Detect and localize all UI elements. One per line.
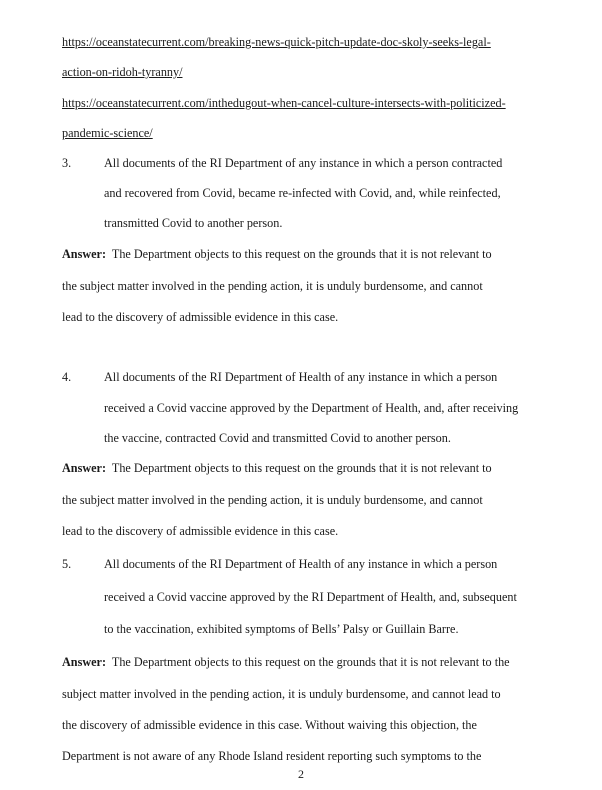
answer-label: Answer: — [62, 461, 107, 475]
item-5-answer-line — [62, 654, 582, 670]
item-4-answer-line: the subject matter involved in the pending action, it is unduly burdensome, and cannot — [62, 493, 483, 507]
item-5-request-line: to the vaccination, exhibited symptoms of Bells’ Palsy or Guillain Barre. — [104, 622, 459, 636]
item-5-answer-line: subject matter involved in the pending action, it is unduly burdensome, and cannot lead to — [62, 687, 501, 701]
answer-text: The Department objects to this request on the grounds that it is not relevant to the — [111, 655, 510, 669]
item-3-answer-line: lead to the discovery of admissible evidence in this case. — [62, 310, 339, 324]
source-link-2-part-1[interactable]: https://oceanstatecurrent.com/inthedugout-when-cancel-culture-intersects-with-politicized- — [62, 96, 506, 110]
item-4-request-line: the vaccine, contracted Covid and transmitted Covid to another person. — [104, 431, 451, 445]
item-3-request-line: transmitted Covid to another person. — [104, 216, 283, 230]
item-3-number: 3. — [62, 156, 72, 170]
item-3-answer-line — [62, 246, 582, 262]
answer-text: The Department objects to this request on the grounds that it is not relevant to — [111, 461, 492, 475]
source-link-1-part-2[interactable]: action-on-ridoh-tyranny/ — [62, 65, 183, 79]
item-3-answer-line: the subject matter involved in the pending action, it is unduly burdensome, and cannot — [62, 279, 483, 293]
item-5-answer-line: Department is not aware of any Rhode Island resident reporting such symptoms to the — [62, 749, 482, 763]
source-link-1-part-1[interactable]: https://oceanstatecurrent.com/breaking-news-quick-pitch-update-doc-skoly-seeks-legal- — [62, 35, 491, 49]
source-link-2-part-2[interactable]: pandemic-science/ — [62, 126, 153, 140]
item-5-request-line: received a Covid vaccine approved by the RI Department of Health, and, subsequent — [104, 590, 517, 604]
item-4-request-line: All documents of the RI Department of Health of any instance in which a person — [104, 370, 498, 384]
item-4-request-line: received a Covid vaccine approved by the Department of Health, and, after receiving — [104, 401, 519, 415]
item-5-answer-line: the discovery of admissible evidence in this case. Without waiving this objection, the — [62, 718, 477, 732]
answer-text: The Department objects to this request on the grounds that it is not relevant to — [111, 247, 492, 261]
answer-label: Answer: — [62, 655, 107, 669]
page-number: 2 — [298, 767, 304, 781]
item-4-answer-line: lead to the discovery of admissible evidence in this case. — [62, 524, 339, 538]
item-3-request-line: and recovered from Covid, became re-infected with Covid, and, while reinfected, — [104, 186, 501, 200]
item-4-number: 4. — [62, 370, 72, 384]
item-5-number: 5. — [62, 557, 72, 571]
item-5-request-line: All documents of the RI Department of Health of any instance in which a person — [104, 557, 498, 571]
answer-label: Answer: — [62, 247, 107, 261]
item-3-request-line: All documents of the RI Department of any instance in which a person contracted — [104, 156, 503, 170]
item-4-answer-line — [62, 460, 582, 476]
